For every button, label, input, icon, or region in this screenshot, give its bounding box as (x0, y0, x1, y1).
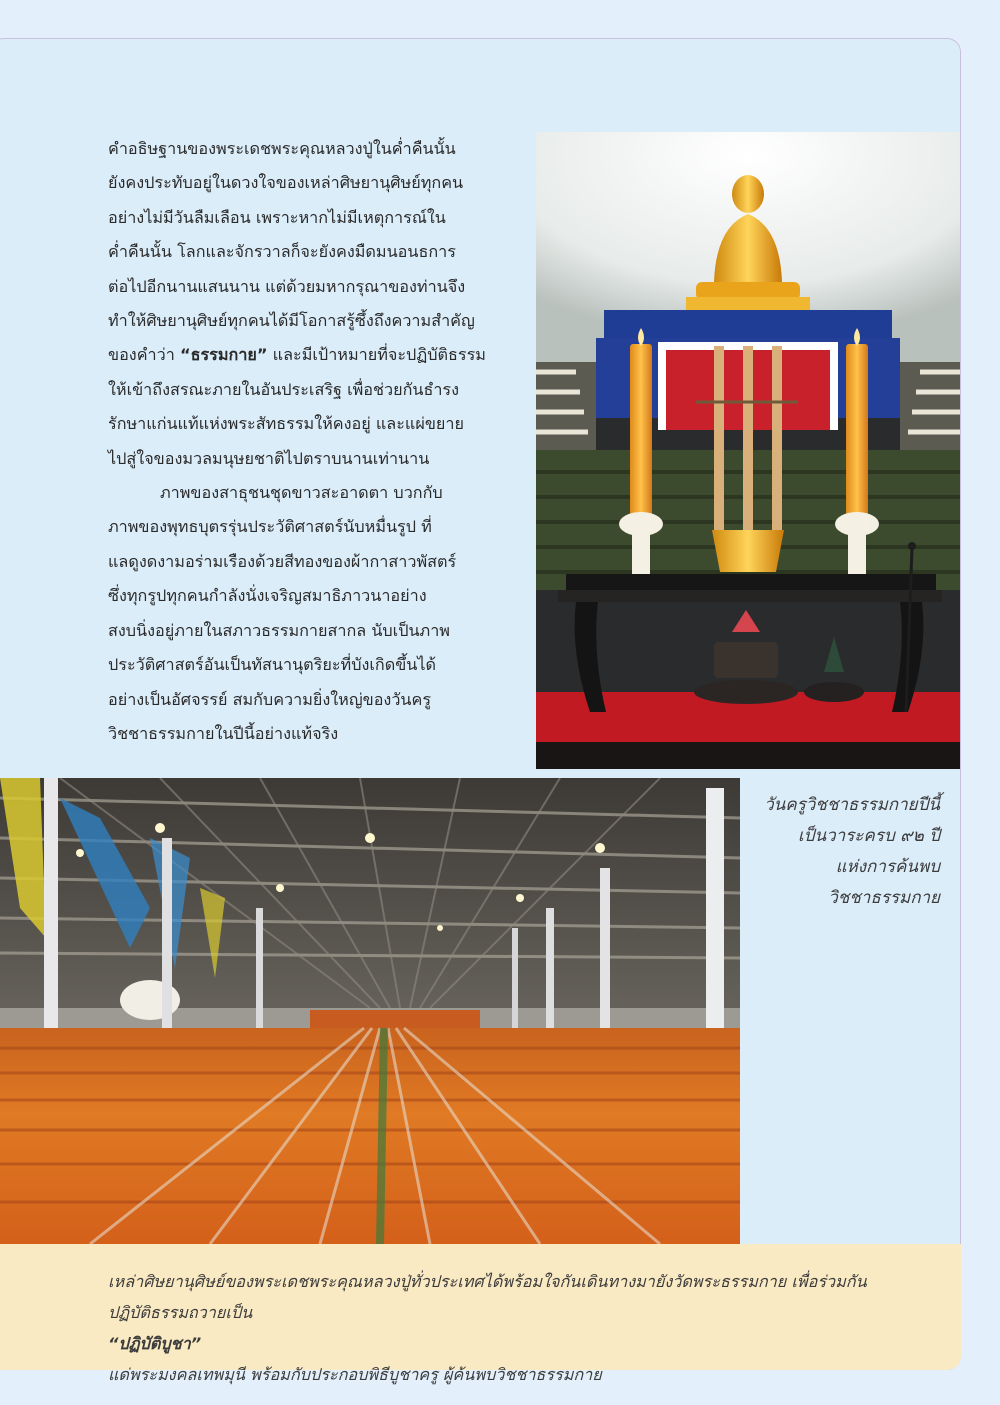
text-line: ซึ่งทุกรูปทุกคนกำลังนั่งเจริญสมาธิภาวนาอย่าง (108, 586, 427, 606)
text-line: ให้เข้าถึงสรณะภายในอันประเสริฐ เพื่อช่วยกันธำรง (108, 379, 460, 399)
text-line: ต่อไปอีกนานแสนนาน แต่ด้วยมหากรุณาของท่านจึง (108, 276, 466, 296)
text-line: อย่างเป็นอัศจรรย์ สมกับความยิ่งใหญ่ของวันครู (108, 689, 432, 709)
caption-line: เหล่าศิษยานุศิษย์ของพระเดชพระคุณหลวงปู่ทั่วประเทศได้พร้อมใจกันเดินทางมายังวัดพระธรรมกาย เพื่อร่วมกัน (108, 1272, 867, 1291)
text-line: อย่างไม่มีวันลืมเลือน เพราะหากไม่มีเหตุการณ์ใน (108, 207, 446, 227)
caption-line: เป็นวาระครบ ๙๒ ปี (797, 826, 940, 846)
article-body (108, 132, 494, 751)
text-line: สงบนิ่งอยู่ภายในสภาวธรรมกายสากล นับเป็นภาพ (108, 620, 450, 640)
caption-text: ปฏิบัติธรรมถวายเป็น (108, 1303, 253, 1322)
text-line: ยังคงประทับอยู่ในดวงใจของเหล่าศิษยานุศิษย์ทุกคน (108, 173, 464, 193)
text-line: คำอธิษฐานของพระเดชพระคุณหลวงปู่ในค่ำคืนนั้น (108, 139, 456, 158)
shrine-illustration (536, 132, 960, 769)
text-line: ไปสู่ใจของมวลมนุษยชาติไปตราบนานเท่านาน (108, 448, 430, 468)
text-line: ค่ำคืนนั้น โลกและจักรวาลก็จะยังคงมืดมนอนธการ (108, 242, 456, 262)
text-line: แลดูงดงามอร่ามเรืองด้วยสีทองของผ้ากาสาวพัสตร์ (108, 551, 457, 571)
highlight-term: “ปฏิบัติบูชา” (108, 1334, 202, 1353)
shrine-photo (536, 132, 960, 769)
text-line: รักษาแก่นแท้แห่งพระสัทธรรมให้คงอยู่ และแผ่ขยาย (108, 414, 464, 434)
text-line: ประวัติศาสตร์อันเป็นทัสนานุตริยะที่บังเกิดขึ้นได้ (108, 655, 437, 675)
caption-line: วันครูวิชชาธรรมกายปีนี้ (764, 795, 940, 815)
caption-text: แด่พระมงคลเทพมุนี พร้อมกับประกอบพิธีบูชาครู ผู้ค้นพบวิชชาธรรมกาย (108, 1365, 602, 1384)
assembly-hall-photo (0, 778, 740, 1244)
text-line: และมีเป้าหมายที่จะปฏิบัติธรรม (267, 345, 486, 365)
paragraph-2 (108, 476, 494, 751)
caption-line: แห่งการค้นพบ (835, 857, 940, 877)
caption-line: วิชชาธรรมกาย (828, 888, 940, 908)
text-line: ภาพของสาธุชนชุดขาวสะอาดตา บวกกับ (160, 483, 443, 503)
text-line: ทำให้ศิษยานุศิษย์ทุกคนได้มีโอกาสรู้ซึ้งถึงความสำคัญ (108, 311, 475, 331)
text-line: ภาพของพุทธบุตรรุ่นประวัติศาสตร์นับหมื่นรูป ที่ (108, 517, 432, 537)
text-line: วิชชาธรรมกายในปีนี้อย่างแท้จริง (108, 723, 339, 743)
text-line: ของคำว่า (108, 345, 180, 365)
bottom-caption (108, 1266, 948, 1390)
hall-illustration (0, 778, 740, 1244)
highlight-term: “ธรรมกาย” (179, 345, 268, 365)
caption-line-2 (108, 1297, 948, 1390)
side-caption (748, 790, 940, 914)
paragraph-1 (108, 132, 494, 476)
